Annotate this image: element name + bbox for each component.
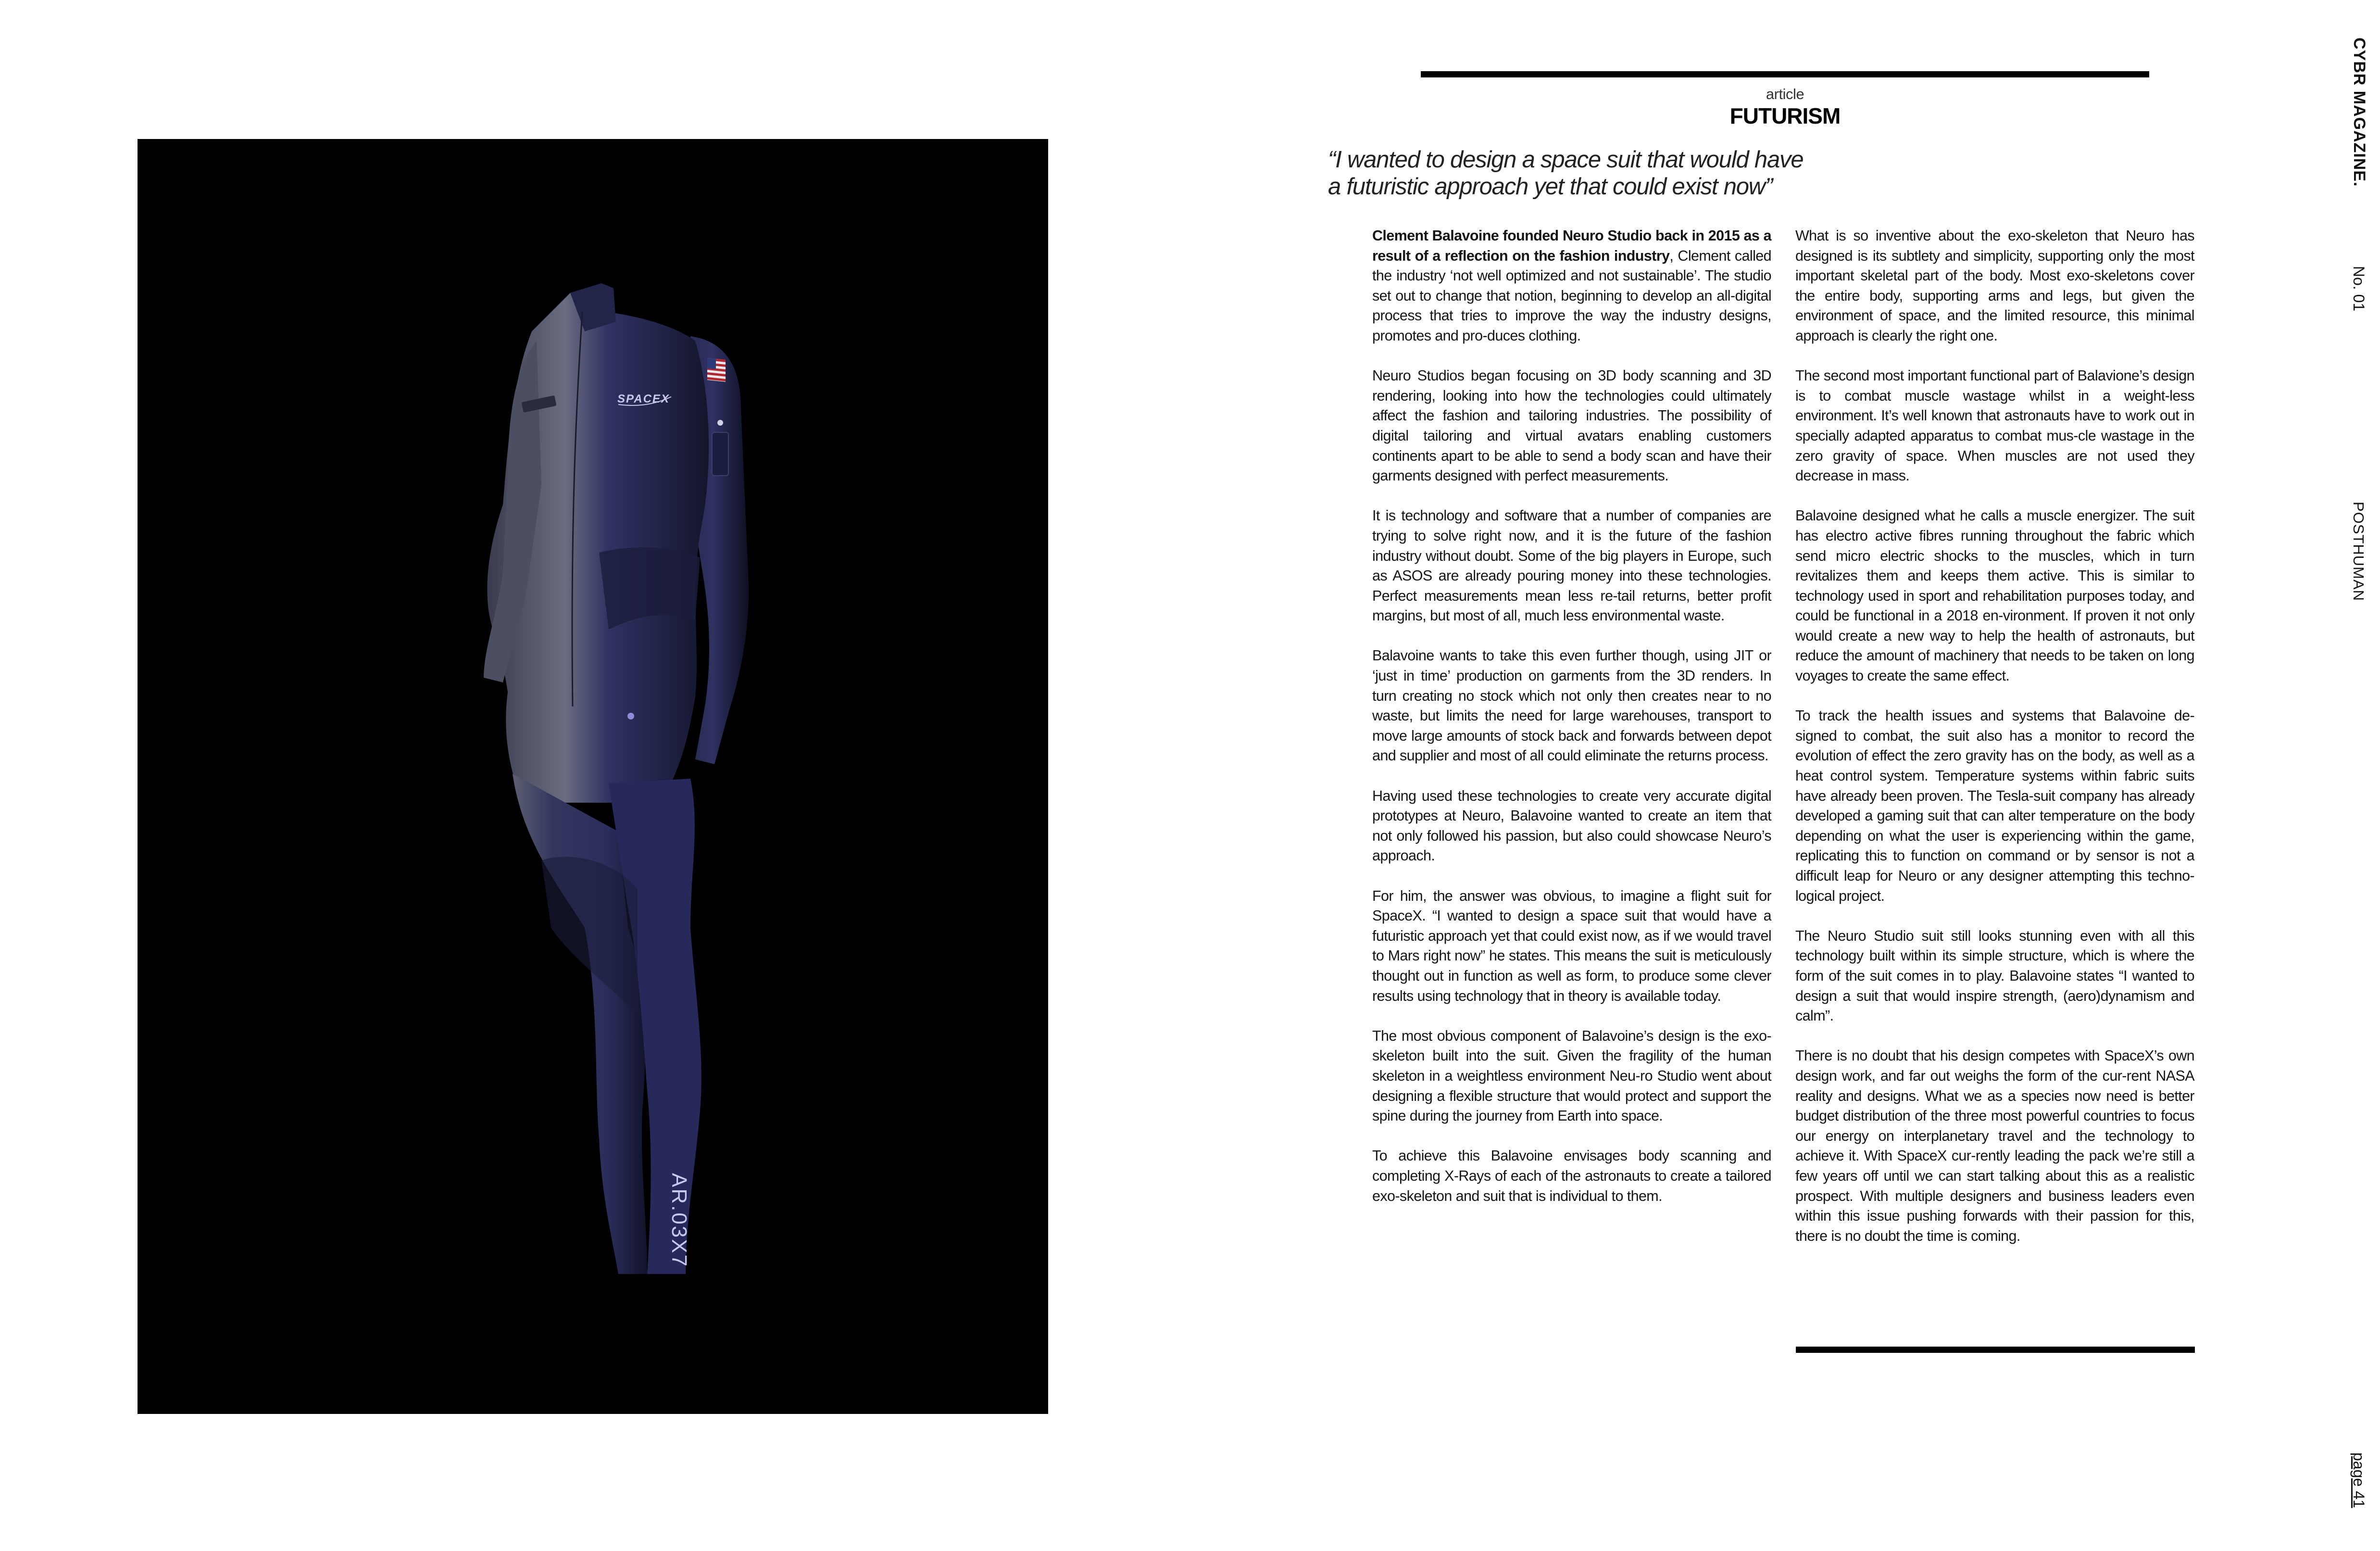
paragraph: It is technology and software that a number of companies are trying to solve right now, and it is the future of the fashion industry without doubt. Some of the big players in Europe, such as ASOS are already pouring money into these technologies. Perfect measurements mean less re-tail returns, better profit margins, but most of all, much less environmental waste. xyxy=(1372,507,1771,624)
paragraph: What is so inventive about the exo-skeleton that Neuro has designed is its subtlety and simplicity, supporting only the most important skeletal part of the body. Most exo-skeletons cover the entire body, supporting arms and legs, but given the environment of space, and the limited resource, this minimal approach is clearly the right one. xyxy=(1795,227,2194,344)
issue-number: No. 01 xyxy=(2350,266,2367,312)
paragraph: Balavoine designed what he calls a muscle energizer. The suit has electro active fibres running throughout the fabric which send micro electric shocks to the muscles, which in turn revitalizes them and keeps them active. This is similar to technology used in sport and rehabilitation purposes today, and could be functional in a 2018 en-vironment. If proven it not only would create a new way to help the health of astronauts, but reduce the amount of machinery that needs to be taken on long voyages to create the same effect. xyxy=(1795,507,2194,684)
page-number: page 41 xyxy=(2350,1452,2367,1508)
section-name: POSTHUMAN xyxy=(2350,502,2367,602)
leg-label: AR.03X7 xyxy=(667,1173,691,1268)
paragraph: The most obvious component of Balavoine’s design is the exo-skeleton built into the suit. Given the fragility of the human skeleton in a weightless environment Neu-ro Studio went about designing a flexible structure that would protect and support the spine during the journey from Earth into space. xyxy=(1372,1027,1771,1124)
article-column-1 xyxy=(1372,226,1771,1226)
paragraph: Having used these technologies to create very accurate digital prototypes at Neuro, Balavoine wanted to create an item that not only followed his passion, but also could showcase Neuro’s approach. xyxy=(1372,787,1771,864)
end-rule xyxy=(1796,1347,2195,1353)
spacesuit-illustration xyxy=(138,139,1048,1414)
lead-bold: Clement Balavoine founded Neuro Studio back in 2015 as a result of a reflection on the fashion industry xyxy=(1372,227,1771,264)
paragraph: The second most important functional part of Balavione’s design is to combat muscle wastage whilst in a weight-less environment. It’s well known that astronauts have to work out in specially adapted apparatus to combat mus-cle wastage in the zero gravity of space. When muscles are not used they decrease in mass. xyxy=(1795,367,2194,484)
article-headline: FUTURISM xyxy=(1729,103,1841,128)
paragraph: The Neuro Studio suit still looks stunning even with all this technology built within its simple structure, which is where the form of the suit comes in to play. Balavoine states “I wanted to design a suit that would inspire strength, (aero)dynamism and calm”. xyxy=(1795,927,2194,1024)
lead-paragraph xyxy=(1372,226,1771,346)
arm-pocket xyxy=(712,432,728,476)
paragraph: To achieve this Balavoine envisages body scanning and completing X-Rays of each of the astronauts to create a tailored exo-skeleton and suit that is individual to them. xyxy=(1372,1147,1771,1204)
lead-rest: , Clement called the industry ‘not well optimized and not sustainable’. The studio set out to change that notion, beginning to develop an all-digital process that tries to improve the way the industry designs, promotes and pro-duces clothing. xyxy=(1372,247,1771,344)
top-rule xyxy=(1421,71,2149,77)
article-column-2 xyxy=(1795,226,2194,1266)
article-kicker: article xyxy=(1766,86,1804,102)
us-flag-patch xyxy=(707,358,726,382)
pull-quote-line: a futuristic approach yet that could exist now” xyxy=(1328,174,1773,200)
spacex-logo: SPACEX xyxy=(617,392,670,405)
sensor-dot xyxy=(627,713,634,719)
paragraph: To track the health issues and systems that Balavoine de-signed to combat, the suit also has a monitor to record the evolution of effect the zero gravity has on the body, as well as a heat control system. Temperature systems within fabric suits have already been proven. The Tesla-suit company has already developed a gaming suit that can alter temperature on the body depending on what the user is experiencing within the game, replicating this to function on command or by sensor is not a difficult leap for Neuro or any designer attempting this techno-logical project. xyxy=(1795,707,2194,904)
magazine-title: CYBR MAGAZINE. xyxy=(2350,38,2368,187)
paragraph: Balavoine wants to take this even further though, using JIT or ‘just in time’ production on garments from the 3D renders. In turn creating no stock which not only then creates near to no waste, but limits the need for large warehouses, transport to move large amounts of stock back and forwards between depot and supplier and most of all could eliminate the returns process. xyxy=(1372,647,1771,764)
paragraph: Neuro Studios began focusing on 3D body scanning and 3D rendering, looking into how the technologies could ultimately affect the fashion and tailoring industries. The possibility of digital tailoring and virtual avatars enabling customers continents apart to be able to send a body scan and have their garments designed with perfect measurements. xyxy=(1372,367,1771,484)
paragraph: For him, the answer was obvious, to imagine a flight suit for SpaceX. “I wanted to design a space suit that would have a futuristic approach yet that could exist now, as if we would travel to Mars right now” he states. This means the suit is meticulously thought out in function as well as form, to produce some clever results using technology that in theory is available today. xyxy=(1372,887,1771,1004)
paragraph: There is no doubt that his design competes with SpaceX’s own design work, and far out weighs the form of the cur-rent NASA reality and designs. What we as a species now need is better budget distribution of the three most powerful countries to focus our energy on interplanetary travel and the technology to achieve it. With SpaceX cur-rently leading the pack we’re still a few years off until we can start talking about this as a realistic prospect. With multiple designers and business leaders even within this issue pushing forwards with their passion for this, there is no doubt the time is coming. xyxy=(1795,1047,2194,1244)
pull-quote xyxy=(1328,146,1857,200)
pull-quote-line: “I wanted to design a space suit that would have xyxy=(1328,147,1804,173)
suit-photo xyxy=(138,139,1048,1414)
